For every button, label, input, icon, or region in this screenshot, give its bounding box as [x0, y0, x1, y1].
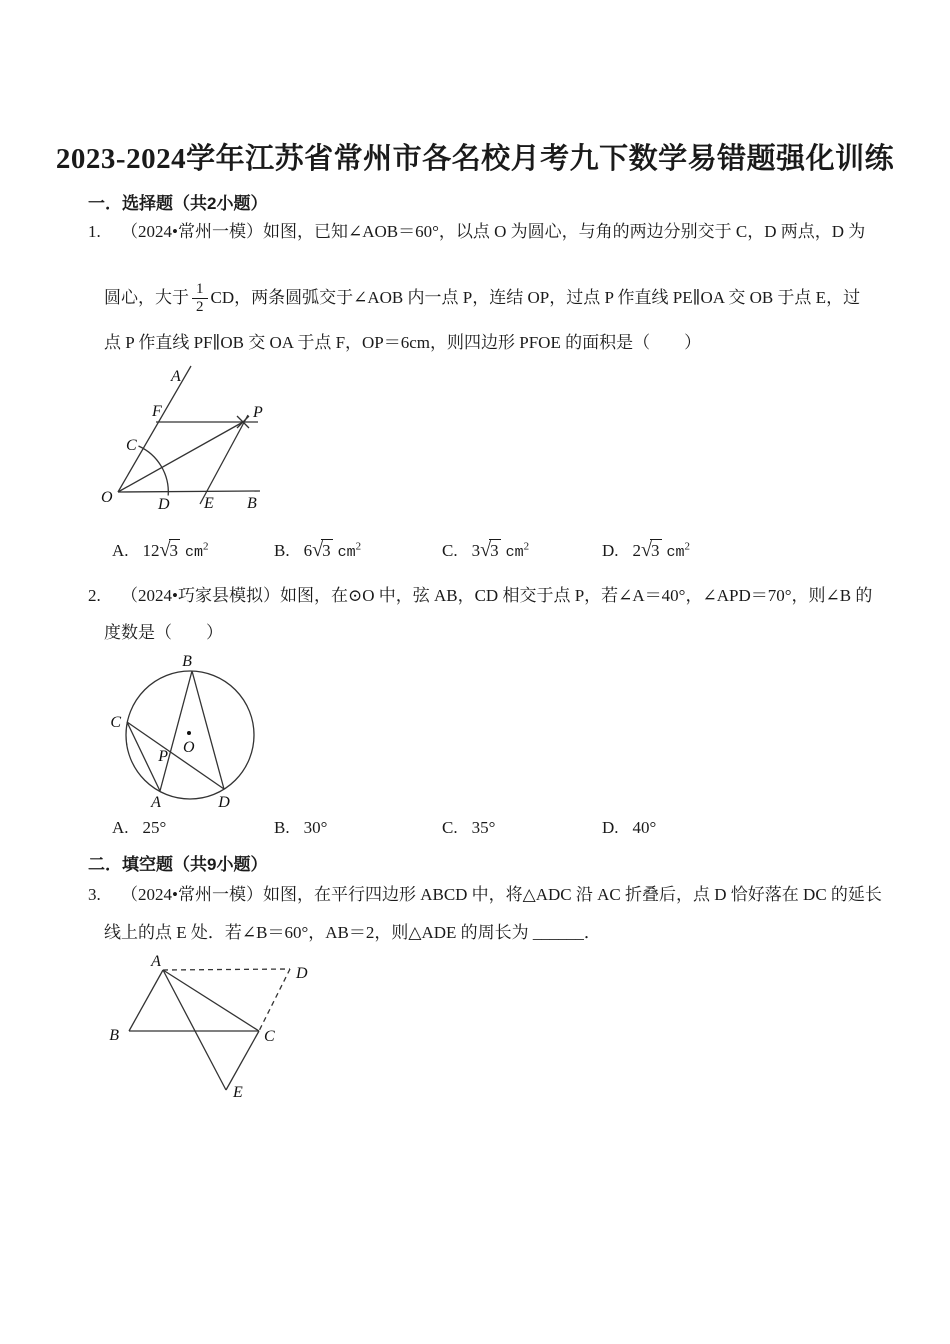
- q2-line-1: [88, 585, 872, 607]
- q2-option-c: C. 35°: [442, 818, 496, 837]
- q1-option-c: C. 3√3 $cm^2$: [442, 539, 530, 561]
- dashed-ad: [163, 969, 290, 970]
- side-ab: [129, 970, 163, 1031]
- q2-geometry-figure: [108, 650, 283, 815]
- q2-option-d: D. 40°: [602, 818, 657, 837]
- fig1-label-d: D: [158, 496, 170, 513]
- q1-geometry-figure: [100, 360, 280, 515]
- fig1-label-f: F: [152, 403, 162, 420]
- radical-icon: √: [480, 539, 492, 561]
- diagonal-ac: [163, 970, 259, 1031]
- chord-bd: [192, 671, 224, 789]
- fraction-numerator: 1: [196, 281, 204, 297]
- fig2-label-b: B: [182, 653, 192, 670]
- q1-line-3: 点 P 作直线 PF∥OB 交 OA 于点 F，OP＝6cm，则四边形 PFOE 的面积是（ ）: [104, 333, 702, 352]
- q3-line-2: 线上的点 E 处．若∠B＝60°，AB＝2，则△ADE 的周长为 ______．: [104, 923, 601, 942]
- q2-number: 2.: [88, 586, 101, 605]
- fig2-label-d: D: [218, 794, 230, 811]
- fig2-label-a: A: [151, 794, 161, 811]
- q1-number: 1.: [88, 222, 101, 241]
- fig1-label-a: A: [171, 368, 181, 385]
- segment-op: [118, 422, 243, 492]
- q1-line-1: [88, 221, 865, 243]
- fig1-label-c: C: [126, 437, 137, 454]
- q1-line-2-pre: 圆心，大于: [104, 288, 189, 307]
- fraction-one-half: [192, 281, 208, 315]
- segment-ce: [226, 1031, 259, 1090]
- fig3-label-a: A: [151, 953, 161, 970]
- arc-cd: [139, 446, 169, 496]
- radical-icon: √: [159, 539, 171, 561]
- radical-icon: √: [312, 539, 324, 561]
- q1-option-a: A. 12√3 $cm^2$: [112, 539, 209, 561]
- fig2-label-p: P: [158, 748, 168, 765]
- chord-ca: [127, 722, 160, 791]
- q1-line-2: [104, 272, 860, 324]
- q1-option-b: B. 6√3 $cm^2$: [274, 539, 362, 561]
- fig2-label-c: C: [110, 714, 121, 731]
- fig3-label-b: B: [109, 1027, 119, 1044]
- q1-line-2-post: CD，两条圆弧交于∠AOB 内一点 P，连结 OP，过点 P 作直线 PE∥OA 交 OB 于点 E，过: [210, 288, 861, 307]
- q1-option-d: D. 2√3 $cm^2$: [602, 539, 691, 561]
- q3-geometry-figure: [105, 950, 315, 1105]
- q2-option-b: B. 30°: [274, 818, 328, 837]
- fig3-label-c: C: [264, 1028, 275, 1045]
- ray-ob: [118, 491, 260, 492]
- fig2-label-o: O: [183, 739, 195, 756]
- q2-option-a: A. 25°: [112, 818, 167, 837]
- radical-icon: √: [641, 539, 653, 561]
- section-1-heading: 一．选择题（共2小题）: [88, 194, 268, 213]
- q2-line-1-text: （2024•巧家县模拟）如图，在⊙O 中，弦 AB，CD 相交于点 P，若∠A＝40°，∠APD＝70°，则∠B 的: [121, 586, 873, 605]
- section-2-heading: 二．填空题（共9小题）: [88, 855, 268, 874]
- fraction-denominator: 2: [192, 298, 208, 316]
- segment-ae: [163, 970, 226, 1090]
- fig1-label-b: B: [247, 495, 257, 512]
- q1-line-1-text: （2024•常州一模）如图，已知∠AOB＝60°，以点 O 为圆心，与角的两边分别交于 C，D 两点，D 为: [121, 222, 866, 241]
- q3-line-1: [88, 884, 882, 906]
- fig1-label-e: E: [204, 495, 214, 512]
- fig3-label-e: E: [233, 1084, 243, 1101]
- q2-line-2: 度数是（ ）: [104, 623, 223, 642]
- q3-line-1-text: （2024•常州一模）如图，在平行四边形 ABCD 中，将△ADC 沿 AC 折叠后，点 D 恰好落在 DC 的延长: [121, 885, 882, 904]
- page-title: 2023-2024学年江苏省常州市各名校月考九下数学易错题强化训练: [55, 143, 895, 175]
- dashed-dc: [259, 969, 290, 1031]
- chord-ab: [160, 671, 192, 791]
- center-dot: [187, 731, 191, 735]
- q3-number: 3.: [88, 885, 101, 904]
- fig1-label-o: O: [101, 489, 113, 506]
- fig3-label-d: D: [296, 965, 308, 982]
- fig1-label-p: P: [253, 404, 263, 421]
